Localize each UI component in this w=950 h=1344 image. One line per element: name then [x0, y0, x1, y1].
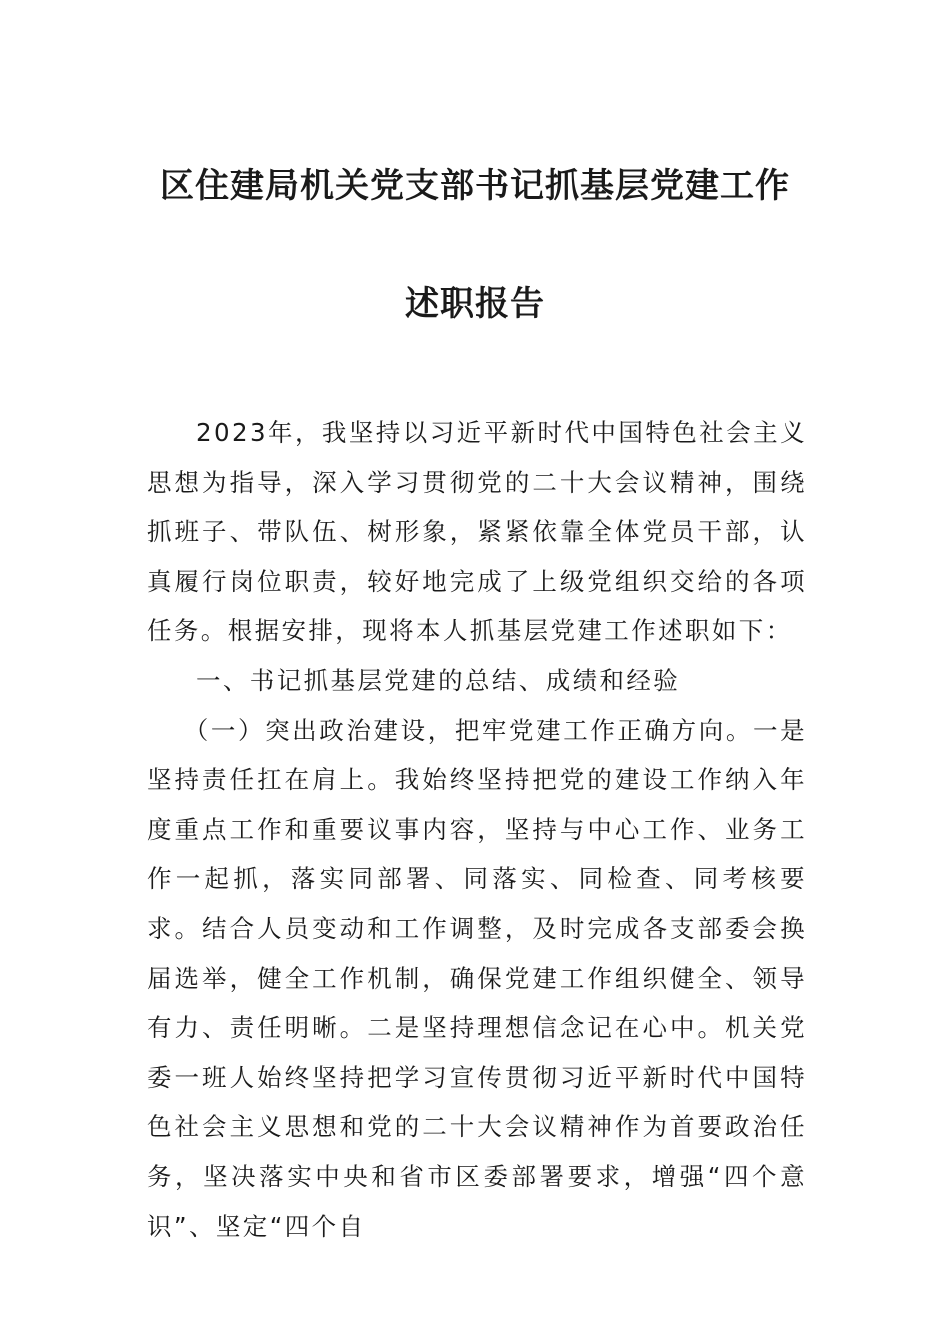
paragraph-intro: 2023年，我坚持以习近平新时代中国特色社会主义思想为指导，深入学习贯彻党的二十大会议精神，围绕抓班子、带队伍、树形象，紧紧依靠全体党员干部，认真履行岗位职责，较好地完成了上级党组织交给的各项任务。根据安排，现将本人抓基层党建工作述职如下： [147, 418, 807, 646]
document-title-line-2: 述职报告 [405, 284, 545, 324]
document-title-line-1: 区住建局机关党支部书记抓基层党建工作 [160, 166, 790, 206]
document-body [147, 408, 807, 1251]
section-heading-1: 一、书记抓基层党建的总结、成绩和经验 [196, 665, 681, 695]
paragraph-subsection-1: （一）突出政治建设，把牢党建工作正确方向。一是坚持责任扛在肩上。我始终坚持把党的建设工作纳入年度重点工作和重要议事内容，坚持与中心工作、业务工作一起抓，落实同部署、同落实、同检查、同考核要求。结合人员变动和工作调整，及时完成各支部委会换届选举，健全工作机制，确保党建工作组织健全、领导有力、责任明晰。二是坚持理想信念记在心中。机关党委一班人始终坚持把学习宣传贯彻习近平新时代中国特色社会主义思想和党的二十大会议精神作为首要政治任务，坚决落实中央和省市区委部署要求，增强“四个意识”、坚定“四个自 [147, 715, 807, 1241]
